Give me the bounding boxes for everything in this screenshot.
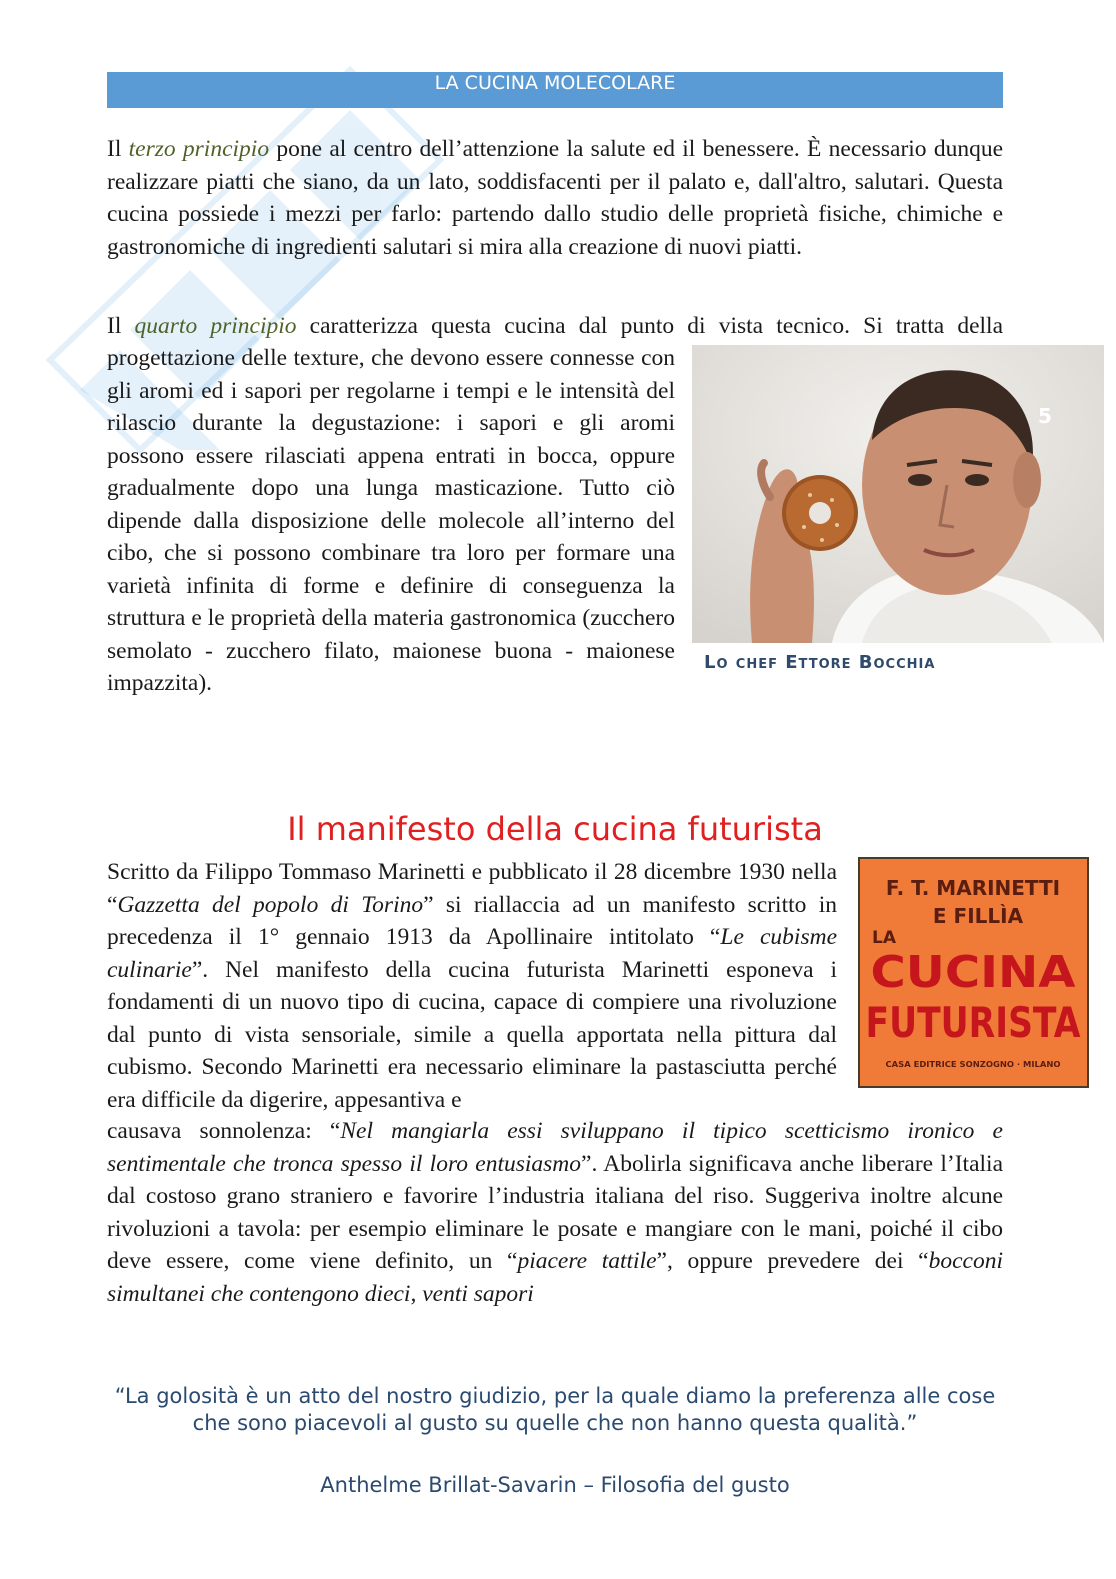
photo-caption: Lo chef Ettore Bocchia xyxy=(704,652,936,673)
paragraph-quarto-principio-first-line: Il quarto principio caratterizza questa cucina dal punto di vista tecnico. Si tratta della xyxy=(107,313,1003,339)
book-title-article: LA xyxy=(872,928,896,948)
header-bar xyxy=(107,72,1003,108)
highlight-quarto-principio: quarto principio xyxy=(134,313,297,339)
quote-attribution: Anthelme Brillat-Savarin – Filosofia del gusto xyxy=(320,1473,790,1497)
emph-bocconi: bocconi simultanei che contengono dieci, venti sapori xyxy=(107,1248,1004,1307)
section-title: Il manifesto della cucina futurista xyxy=(287,810,823,848)
book-publisher: CASA EDITRICE SONZOGNO · MILANO xyxy=(885,1060,1061,1069)
book-title-word1: CUCINA xyxy=(870,947,1076,998)
paragraph-quarto-principio-body: progettazione delle texture, che devono essere connesse con gli aromi ed i sapori per regolarne i tempi e le intensità del rilascio durante la degustazione: i sapori e gli aromi possono essere rilasciati appena entrati in bocca, oppure gradualmente dopo una lunga masticazione. Tutto ciò dipende dalla disposizione delle molecole all’interno del cibo, che si possono combinare tra loro per formare una varietà infinita di forme e definire di conseguenza la struttura e le proprietà della materia gastronomica (zucchero semolato - zucchero filato, maionese buona - maionese impazzita). xyxy=(107,345,675,696)
book-cover-image xyxy=(858,857,1089,1088)
chef-photo xyxy=(692,345,1104,643)
highlight-terzo-principio: terzo principio xyxy=(128,136,270,162)
closing-quote: “La golosità è un atto del nostro giudizio, per la quale diamo la preferenza alle cose che sono piacevoli al gusto su quelle che non hanno questa qualità.” xyxy=(114,1384,996,1435)
paragraph-manifesto-part1: Scritto da Filippo Tommaso Marinetti e pubblicato il 28 dicembre 1930 nella “Gazzetta del popolo di Torino” si riallaccia ad un manifesto scritto in precedenza il 1° gennaio 1913 da Apollinaire intitolato “Le cubisme culinarie”. Nel manifesto della cucina futurista Marinetti esponeva i fondamenti di un nuovo tipo di cucina, capace di compiere una rivoluzione dal punto di vista sensoriale, simile a quella apportata nella pittura dal cubismo. Secondo Marinetti era necessario eliminare la pastasciutta perché era difficile da digerire, appesantiva e xyxy=(107,859,837,1113)
paragraph-manifesto-part2: causava sonnolenza: “Nel mangiarla essi sviluppano il tipico scetticismo ironico e sentimentale che tronca spesso il loro entusiasmo”. Abolirla significava anche liberare l’Italia dal costoso grano straniero e favorire l’industria italiana del riso. Suggeriva inoltre alcune rivoluzioni a tavola: per esempio eliminare le posate e mangiare con le mani, poiché il cibo deve essere, come viene definito, un “piacere tattile”, oppure prevedere dei “bocconi simultanei che contengono dieci, venti sapori xyxy=(107,1118,1004,1307)
book-title-word2: FUTURISTA xyxy=(865,998,1081,1047)
book-author: F. T. MARINETTI xyxy=(885,876,1061,900)
photo-number: 5 xyxy=(1038,404,1052,428)
header-title: LA CUCINA MOLECOLARE xyxy=(434,72,676,94)
emph-quote-mangiarla: Nel mangiarla essi sviluppano il tipico scetticismo ironico e sentimentale che tronca spesso il loro entusiasmo xyxy=(107,1118,1003,1177)
book-coauthor: E FILLÌA xyxy=(932,904,1024,928)
emph-piacere-tattile: piacere tattile xyxy=(517,1248,657,1274)
paragraph-terzo-principio: Il terzo principio pone al centro dell’attenzione la salute ed il benessere. È necessario dunque realizzare piatti che siano, da un lato, soddisfacenti per il palato e, dall'altro, salutari. Questa cucina possiede i mezzi per farlo: partendo dallo studio delle proprietà fisiche, chimiche e gastronomiche di ingredienti salutari si mira alla creazione di nuovi piatti. xyxy=(107,136,1004,260)
emph-gazzetta: Gazzetta del popolo di Torino xyxy=(117,891,424,918)
emph-cubisme: Le cubisme culinarie xyxy=(107,924,837,983)
